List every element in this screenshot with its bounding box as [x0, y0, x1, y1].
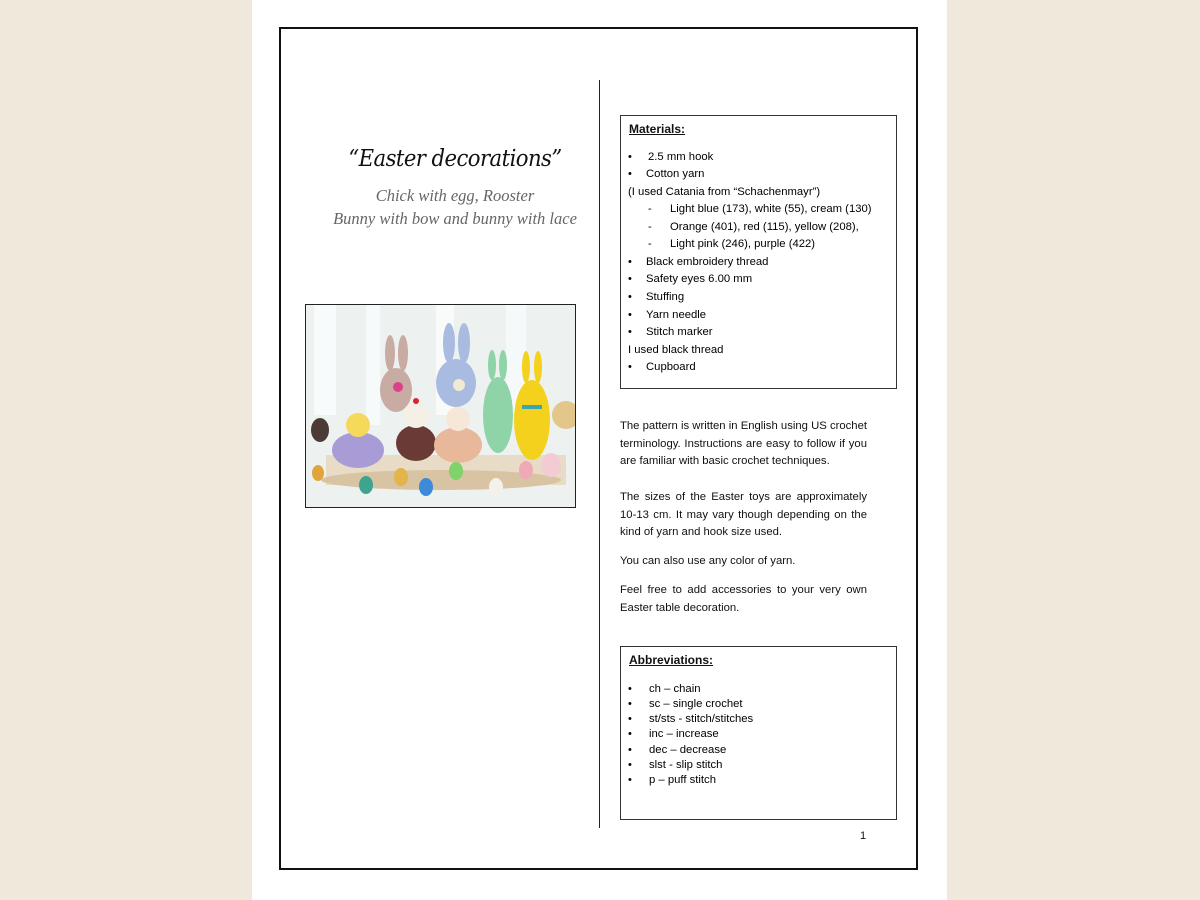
abbreviations-heading: Abbreviations: [629, 653, 714, 667]
bullet-icon: • [628, 683, 632, 695]
abbreviation-item: ch – chain [649, 683, 701, 695]
abbreviation-item: dec – decrease [649, 744, 727, 756]
abbreviation-item: slst - slip stitch [649, 759, 723, 771]
bullet-icon: • [628, 291, 632, 303]
bullet-icon: • [628, 273, 632, 285]
document-title: “Easter decorations” [348, 146, 562, 172]
bullet-icon: • [628, 744, 632, 756]
materials-item: Yarn needle [646, 309, 707, 321]
easter-toys-photo [305, 304, 576, 508]
bullet-icon: • [628, 256, 632, 268]
materials-subitem: Orange (401), red (115), yellow (208), [670, 221, 859, 233]
materials-item: Cotton yarn [646, 168, 705, 180]
bullet-icon: • [628, 698, 632, 710]
accessories-paragraph: Feel free to add accessories to your very own Easter table decoration. [620, 584, 867, 614]
abbreviation-item: inc – increase [649, 728, 719, 740]
abbreviation-item: sc – single crochet [649, 698, 743, 710]
materials-item: 2.5 mm hook [648, 151, 714, 163]
bullet-icon: • [628, 713, 632, 725]
materials-subitem: Light blue (173), white (55), cream (130) [670, 203, 872, 215]
materials-heading: Materials: [629, 122, 686, 136]
bullet-icon: • [628, 774, 632, 786]
materials-item: Cupboard [646, 361, 696, 373]
bullet-icon: • [628, 728, 632, 740]
dash-marker: - [648, 221, 652, 233]
bullet-icon: • [628, 168, 632, 180]
bullet-icon: • [628, 151, 632, 163]
materials-item: Stuffing [646, 291, 685, 303]
size-paragraph: The sizes of the Easter toys are approximately 10-13 cm. It may vary though depending on the kind of yarn and hook size used. [620, 491, 867, 539]
bullet-icon: • [628, 309, 632, 321]
materials-item: Black embroidery thread [646, 256, 769, 268]
bullet-icon: • [628, 326, 632, 338]
bullet-icon: • [628, 759, 632, 771]
abbreviation-item: st/sts - stitch/stitches [649, 713, 754, 725]
color-paragraph: You can also use any color of yarn. [620, 555, 796, 567]
materials-item: (I used Catania from “Schachenmayr”) [628, 186, 821, 198]
materials-item: Stitch marker [646, 326, 713, 338]
materials-item: I used black thread [628, 344, 724, 356]
materials-item: Safety eyes 6.00 mm [646, 273, 753, 285]
bullet-icon: • [628, 361, 632, 373]
materials-subitem: Light pink (246), purple (422) [670, 238, 816, 250]
dash-marker: - [648, 238, 652, 250]
subtitle-line-2: Bunny with bow and bunny with lace [333, 209, 577, 228]
subtitle-line-1: Chick with egg, Rooster [375, 186, 535, 205]
dash-marker: - [648, 203, 652, 215]
intro-paragraph: The pattern is written in English using US crochet terminology. Instructions are easy to follow if you are familiar with basic crochet techniques. [620, 420, 867, 468]
page-number: 1 [860, 830, 867, 842]
abbreviation-item: p – puff stitch [649, 774, 716, 786]
